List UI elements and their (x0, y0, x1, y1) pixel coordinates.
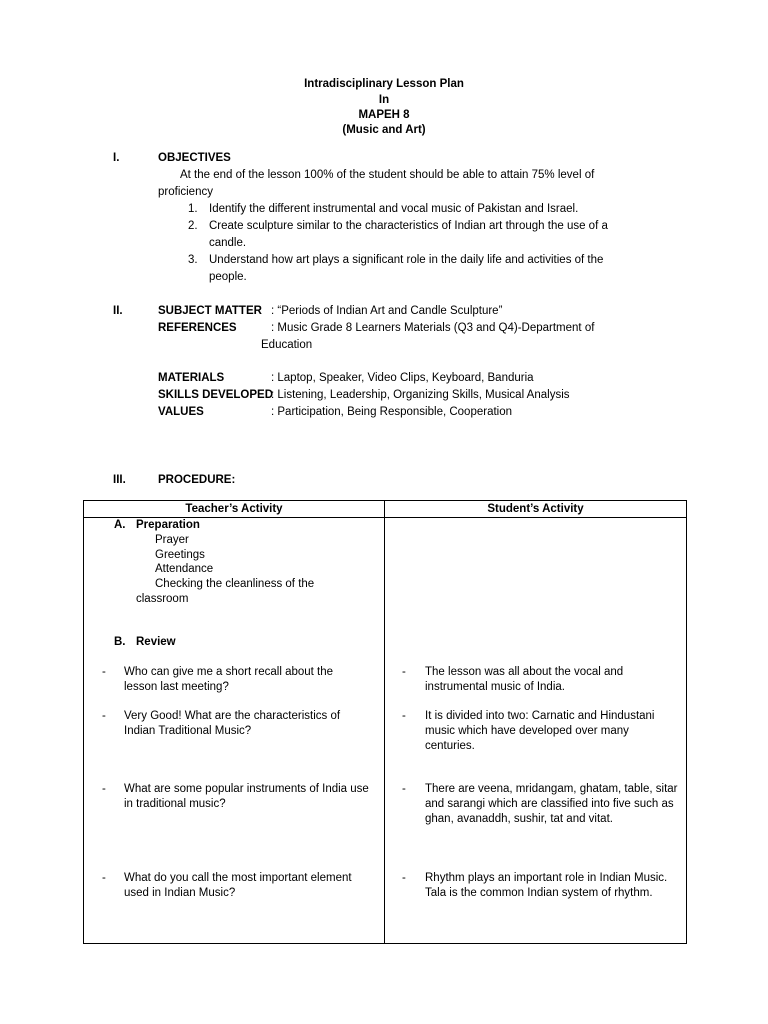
dash-bullet: - (102, 666, 106, 678)
objectives-heading: OBJECTIVES (158, 152, 231, 164)
objective-number: 2. (188, 220, 198, 232)
teacher-question: Who can give me a short recall about the lesson last meeting? (124, 666, 334, 693)
review-title: Review (136, 636, 176, 648)
dash-bullet: - (402, 666, 406, 678)
table-header-row (84, 501, 687, 518)
objective-number: 1. (188, 203, 198, 215)
student-activity-header: Student’s Activity (385, 501, 687, 518)
student-answer: It is divided into two: Carnatic and Hindustani music which have developed over many centuries. (425, 710, 655, 752)
dash-bullet: - (102, 783, 106, 795)
skills-label: SKILLS DEVELOPED (158, 389, 274, 401)
student-answer: There are veena, mridangam, ghatam, table, sitar and sarangi which are classified into five such as ghan, avanaddh, sushir, tat and vitat. (425, 783, 678, 825)
student-answer: Rhythm plays an important role in Indian Music. Tala is the common Indian system of rhythm. (425, 872, 668, 899)
values-label: VALUES (158, 406, 204, 418)
objectives-intro: At the end of the lesson 100% of the student should be able to attain 75% level of (180, 169, 595, 181)
preparation-item: Greetings (155, 549, 205, 561)
table-row (84, 518, 687, 944)
teacher-question: What do you call the most important element used in Indian Music? (124, 872, 352, 899)
section-numeral-2: II. (113, 305, 123, 317)
objective-text-cont: candle. (209, 237, 247, 249)
dash-bullet: - (102, 872, 106, 884)
doc-title-in: In (378, 94, 390, 106)
teacher-question: Very Good! What are the characteristics of Indian Traditional Music? (124, 710, 341, 737)
preparation-label: A. (114, 519, 126, 531)
objective-text: Identify the different instrumental and vocal music of Pakistan and Israel. (209, 203, 579, 215)
teacher-question: What are some popular instruments of India use in traditional music? (124, 783, 369, 810)
student-answer: The lesson was all about the vocal and instrumental music of India. (425, 666, 624, 693)
dash-bullet: - (402, 710, 406, 722)
teacher-activity-header: Teacher’s Activity (84, 501, 385, 518)
subject-matter-value: : “Periods of Indian Art and Candle Sculpture” (271, 305, 503, 317)
values-value: : Participation, Being Responsible, Cooperation (271, 406, 513, 418)
references-value: : Music Grade 8 Learners Materials (Q3 and Q4)-Department of (271, 322, 595, 334)
dash-bullet: - (402, 872, 406, 884)
preparation-item: Checking the cleanliness of the (155, 578, 315, 590)
review-label: B. (114, 636, 126, 648)
doc-subtitle: (Music and Art) (342, 124, 426, 136)
preparation-item: Prayer (155, 534, 189, 546)
references-value-cont: Education (261, 339, 313, 351)
objective-number: 3. (188, 254, 198, 266)
references-label: REFERENCES (158, 322, 237, 334)
materials-value: : Laptop, Speaker, Video Clips, Keyboard, Banduria (271, 372, 534, 384)
materials-label: MATERIALS (158, 372, 225, 384)
objective-text: Understand how art plays a significant role in the daily life and activities of the (209, 254, 604, 266)
preparation-item: Attendance (155, 563, 214, 575)
procedure-table (83, 500, 687, 944)
teacher-activity-cell (84, 518, 385, 944)
skills-value: : Listening, Leadership, Organizing Skills, Musical Analysis (271, 389, 570, 401)
procedure-heading: PROCEDURE: (158, 474, 236, 486)
objective-text-cont: people. (209, 271, 247, 283)
section-numeral-1: I. (113, 152, 120, 164)
dash-bullet: - (402, 783, 406, 795)
student-activity-cell (385, 518, 687, 944)
preparation-title: Preparation (136, 519, 200, 531)
subject-matter-label: SUBJECT MATTER (158, 305, 262, 317)
doc-title: Intradisciplinary Lesson Plan (304, 78, 464, 90)
objectives-intro-cont: proficiency (158, 186, 213, 198)
dash-bullet: - (102, 710, 106, 722)
section-numeral-3: III. (113, 474, 126, 486)
objective-text: Create sculpture similar to the characteristics of Indian art through the use of a (209, 220, 608, 232)
doc-subject: MAPEH 8 (358, 109, 410, 121)
preparation-item-cont: classroom (136, 593, 189, 605)
